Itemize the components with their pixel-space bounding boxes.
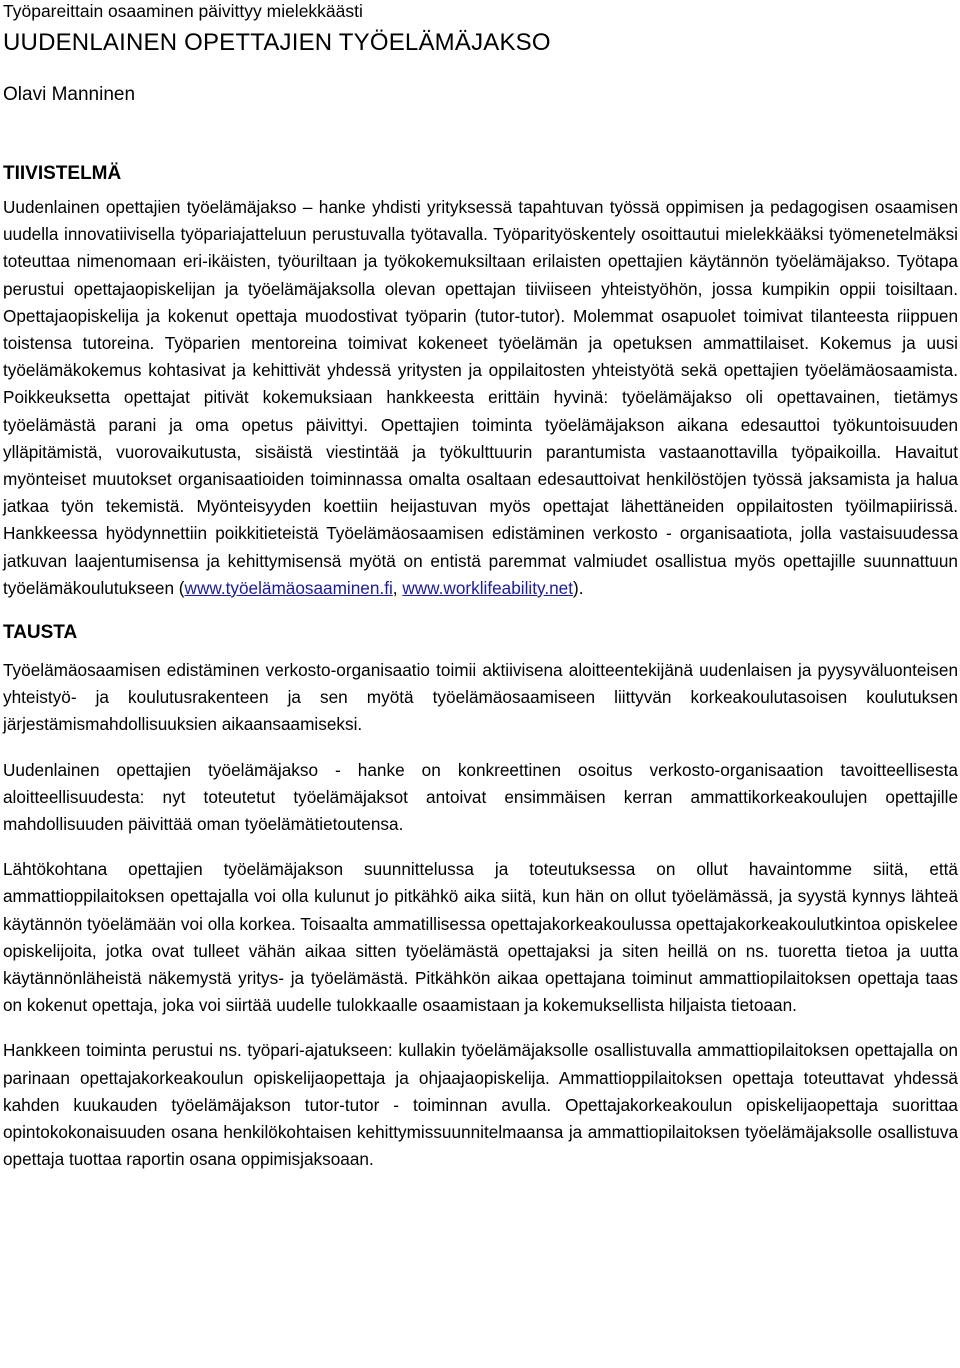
article-kicker: Työpareittain osaaminen päivittyy mielekkäästi [3, 1, 363, 21]
abstract-text: Uudenlainen opettajien työelämäjakso – hanke yhdisti yrityksessä tapahtuvan työssä oppimisen ja pedagogisen osaamisen uudella innovatiivisella työpariajatteluun perustuvalla työtavalla. Työparityöskentely osoittautui mielekkääksi työmenetelmäksi toteuttaa nimenomaan eri-ikäisten, työuriltaan ja työkokemuksiltaan erilaisten opettajien käytännön työelämäjakso. Työtapa perustui opettajaopiskelijan ja työelämäjaksolla olevan opettajan tiiviiseen yhteistyöhön, jossa kumpikin oppii toisiltaan. Opettajaopiskelija ja kokenut opettaja muodostivat työparin (tutor-tutor). Molemmat osapuolet toimivat tilanteesta riippuen toistensa tutoreina. Työparien mentoreina toimivat kokeneet työelämän ja opetuksen ammattilaiset. Kokemus ja uusi työelämäkokemus kohtasivat ja kehittivät yhdessä yritysten ja oppilaitosten yhteistyötä sekä opettajien työelämäosaamista. Poikkeuksetta opettajat pitivät kokemuksiaan hankkeesta erittäin hyvinä: työelämäjakso oli opettavainen, tietämys työelämästä parani ja oma opetus päivittyi. Opettajien toiminta työelämäjakson aikana edesauttoi työkuntoisuuden ylläpitämistä, vuorovaikutusta, sisäistä viestintää ja työkulttuurin parantumista vastaanottavilla työpaikoilla. Havaitut myönteiset muutokset organisaatioiden toiminnassa omalta osaltaan edesauttoivat henkilöstöjen työssä jaksamista ja halua jatkaa työn tekemistä. Myönteisyyden koettiin heijastuvan myös opettajat lähettäneiden oppilaitosten työilmapiirissä. Hankkeessa hyödynnettiin poikkitieteistä Työelämäosaamisen edistäminen verkosto - organisaatiota, jolla vastaisuudessa jatkuvan laajentumisensa ja kehittymisensä myötä on entistä paremmat valmiudet osallistua myös opettajille suunnattuun työelämäkoulutukseen ( [3, 197, 958, 598]
article-title: UUDENLAINEN OPETTAJIEN TYÖELÄMÄJAKSO [3, 29, 551, 56]
abstract-heading: TIIVISTELMÄ [3, 163, 122, 184]
background-paragraph-2: Uudenlainen opettajien työelämäjakso - hanke on konkreettinen osoitus verkosto-organisaation tavoitteellisesta aloitteellisuudesta: nyt toteutetut työelämäjaksot antoivat ensimmäisen kerran ammattikorkeakoulujen opettajille mahdollisuuden päivittää oman työelämätietoutensa. [3, 759, 958, 835]
abstract-paragraph [3, 194, 958, 602]
article-author: Olavi Manninen [3, 84, 136, 105]
background-paragraph-4: Hankkeen toiminta perustui ns. työpari-ajatukseen: kullakin työelämäjaksolle osallistuvalla ammattiopilaitoksen opettajalla on parinaan opettajakorkeakoulun opiskelijaopettaja ja ohjaajaopiskelija. Ammattioppilaitoksen opettaja toteuttavat yhdessä kahden kuukauden työelämäjakson tutor-tutor - toiminnan avulla. Opettajakorkeakoulun opiskelijaopettaja suorittaa opintokokonaisuuden osana henkilökohtaisen kehittymissuunnitelmaansa ja ammattiopilaitoksen työelämäjaksolle osallistuva opettaja tuottaa raportin osana oppimisjaksoaan. [3, 1040, 958, 1170]
background-paragraph-3: Lähtökohtana opettajien työelämäjakson suunnittelussa ja toteutuksessa on ollut havaintomme siitä, että ammattioppilaitoksen opettajalla voi olla kulunut jo pitkähkö aika siitä, kun hän on ollut työelämässä, ja syystä kynnys lähteä käytännön työelämään voi olla korkea. Toisaalta ammatillisessa opettajakorkeakoulussa opettajakorkeakoulutkintoa opiskelee opiskelijoita, jotka ovat tulleet vähän aikaa sitten työelämästä opettajaksi ja siten heillä on ns. tuoretta tietoa ja uutta käytännönläheistä näkemystä yritys- ja työelämästä. Pitkähkön aikaa opettajana toiminut ammattiopilaitoksen opettaja taas on kokenut opettaja, joka voi siirtää uudelle tulokkaalle osaamistaan ja kokemuksellista hiljaista tietoaan. [3, 859, 958, 1016]
abstract-link-separator: , [392, 577, 403, 598]
link-worklifeability[interactable]: www.worklifeability.net [402, 577, 574, 598]
background-heading: TAUSTA [3, 622, 78, 644]
link-tyoelamaosaaminen[interactable]: www.työelämäosaaminen.fi [184, 577, 393, 598]
background-paragraph-1: Työelämäosaamisen edistäminen verkosto-organisaatio toimii aktiivisena aloitteentekijänä uudenlaisen ja pyysyväluonteisen yhteistyö- ja koulutusrakenteen ja sen myötä työelämäosaamiseen liittyvän korkeakoulutasoisen koulutuksen järjestämismahdollisuuksien aikaansaamiseksi. [3, 660, 958, 735]
abstract-text-end: ). [573, 577, 584, 598]
